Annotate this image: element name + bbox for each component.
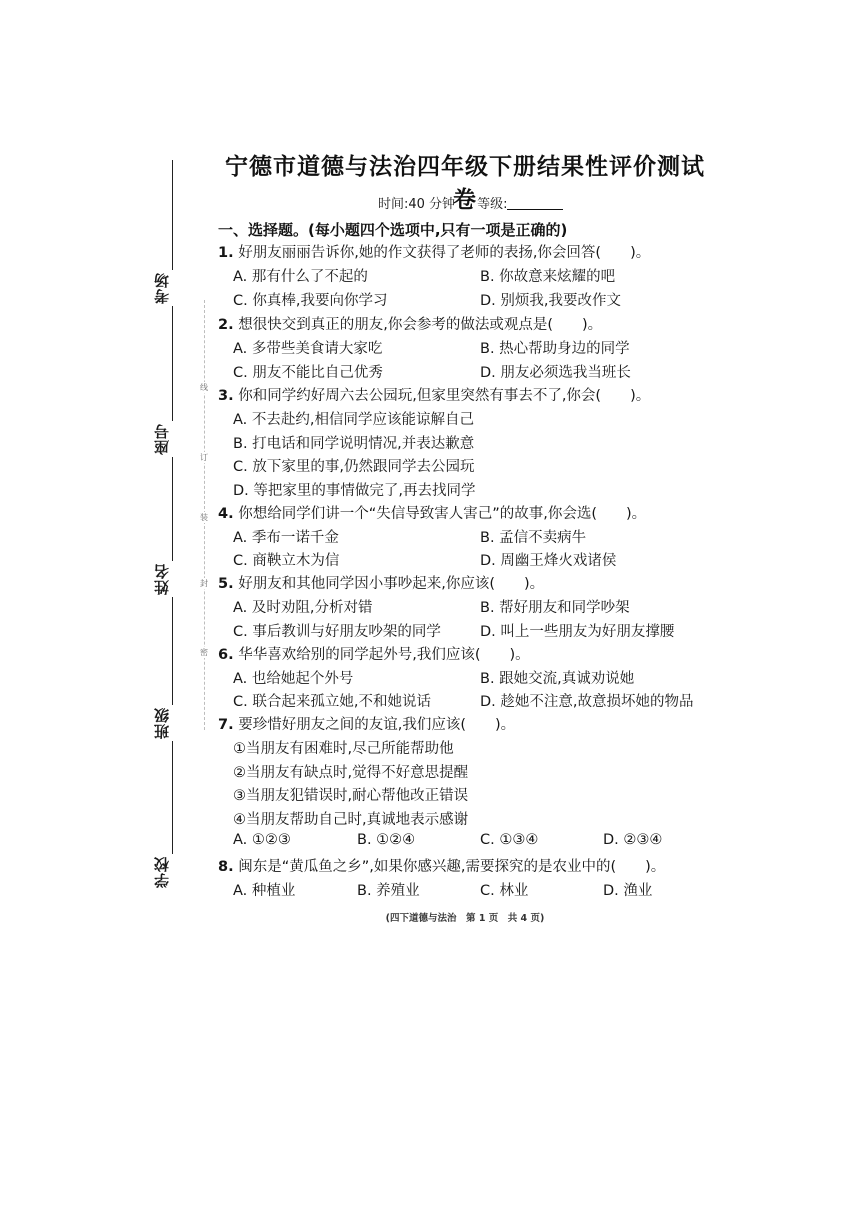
question-8	[218, 855, 665, 876]
question-number: 5.	[218, 576, 234, 592]
exam-title: 宁德市道德与法治四年级下册结果性评价测试卷	[225, 154, 705, 213]
question-text: 想很快交到真正的朋友,你会参考的做法或观点是( )。	[238, 317, 603, 333]
question-3	[218, 384, 650, 405]
option-6d[interactable]: D. 趁她不注意,故意损坏她的物品	[480, 694, 694, 710]
statement-3: ③当朋友犯错误时,耐心帮他改正错误	[233, 788, 469, 804]
question-2	[218, 313, 602, 334]
option-7b[interactable]: B. ①②④	[357, 832, 416, 848]
question-number: 4.	[218, 506, 234, 522]
option-1b[interactable]: B. 你故意来炫耀的吧	[480, 269, 616, 285]
cut-mark: 线	[200, 383, 208, 392]
question-6	[218, 643, 530, 664]
option-6b[interactable]: B. 跟她交流,真诚劝说她	[480, 671, 635, 687]
question-text: 要珍惜好朋友之间的友谊,我们应该( )。	[238, 717, 516, 733]
page-footer: (四下道德与法治 第 1 页 共 4 页)	[385, 913, 545, 924]
option-5c[interactable]: C. 事后教训与好朋友吵架的同学	[233, 624, 441, 640]
question-number: 1.	[218, 245, 234, 261]
option-2a[interactable]: A. 多带些美食请大家吃	[233, 341, 383, 357]
option-4a[interactable]: A. 季布一诺千金	[233, 530, 339, 546]
margin-line	[172, 306, 173, 421]
option-4d[interactable]: D. 周幽王烽火戏诸侯	[480, 553, 617, 569]
question-number: 8.	[218, 859, 234, 875]
option-4b[interactable]: B. 孟信不卖病牛	[480, 530, 587, 546]
question-number: 6.	[218, 647, 234, 663]
question-text: 好朋友丽丽告诉你,她的作文获得了老师的表扬,你会回答( )。	[238, 245, 651, 261]
margin-line	[172, 597, 173, 705]
cut-mark: 封	[200, 579, 208, 588]
statement-2: ②当朋友有缺点时,觉得不好意思提醒	[233, 765, 469, 781]
option-3a[interactable]: A. 不去赴约,相信同学应该能谅解自己	[233, 412, 474, 428]
grade-label: 等级:	[477, 197, 508, 212]
margin-line	[172, 457, 173, 561]
grade-blank[interactable]	[507, 197, 563, 210]
option-4c[interactable]: C. 商鞅立木为信	[233, 553, 340, 569]
field-class: 班级	[153, 707, 171, 739]
option-2d[interactable]: D. 朋友必须选我当班长	[480, 365, 631, 381]
exam-meta	[378, 193, 563, 212]
option-2c[interactable]: C. 朋友不能比自己优秀	[233, 365, 383, 381]
question-text: 华华喜欢给别的同学起外号,我们应该( )。	[238, 647, 530, 663]
statement-4: ④当朋友帮助自己时,真诚地表示感谢	[233, 812, 469, 828]
question-7	[218, 713, 515, 734]
option-1d[interactable]: D. 别烦我,我要改作文	[480, 293, 621, 309]
cut-mark: 装	[200, 513, 208, 522]
option-1c[interactable]: C. 你真棒,我要向你学习	[233, 293, 388, 309]
option-8a[interactable]: A. 种植业	[233, 883, 296, 899]
option-7a[interactable]: A. ①②③	[233, 832, 291, 848]
option-8c[interactable]: C. 林业	[480, 883, 529, 899]
option-3b[interactable]: B. 打电话和同学说明情况,并表达歉意	[233, 436, 475, 452]
question-1	[218, 241, 650, 262]
question-text: 你和同学约好周六去公园玩,但家里突然有事去不了,你会( )。	[238, 388, 651, 404]
field-exam-room: 考场	[153, 272, 171, 304]
option-6c[interactable]: C. 联合起来孤立她,不和她说话	[233, 694, 431, 710]
question-5	[218, 572, 544, 593]
statement-1: ①当朋友有困难时,尽己所能帮助他	[233, 741, 454, 757]
binding-margin	[0, 0, 200, 1217]
field-school: 学校	[153, 856, 171, 888]
option-8d[interactable]: D. 渔业	[603, 883, 653, 899]
option-3d[interactable]: D. 等把家里的事情做完了,再去找同学	[233, 483, 476, 499]
option-7c[interactable]: C. ①③④	[480, 832, 539, 848]
option-5d[interactable]: D. 叫上一些朋友为好朋友撑腰	[480, 624, 675, 640]
margin-line	[172, 741, 173, 854]
option-5b[interactable]: B. 帮好朋友和同学吵架	[480, 600, 630, 616]
option-1a[interactable]: A. 那有什么了不起的	[233, 269, 368, 285]
question-number: 7.	[218, 717, 234, 733]
time-label: 时间:40 分钟	[378, 197, 456, 212]
field-name: 姓名	[153, 563, 171, 595]
question-text: 好朋友和其他同学因小事吵起来,你应该( )。	[238, 576, 545, 592]
option-5a[interactable]: A. 及时劝阻,分析对错	[233, 600, 373, 616]
option-7d[interactable]: D. ②③④	[603, 832, 663, 848]
option-3c[interactable]: C. 放下家里的事,仍然跟同学去公园玩	[233, 459, 475, 475]
option-6a[interactable]: A. 也给她起个外号	[233, 671, 354, 687]
question-number: 2.	[218, 317, 234, 333]
question-text: 你想给同学们讲一个“失信导致害人害己”的故事,你会选( )。	[238, 506, 647, 522]
cut-mark: 密	[200, 648, 208, 657]
option-8b[interactable]: B. 养殖业	[357, 883, 420, 899]
question-text: 闽东是“黄瓜鱼之乡”,如果你感兴趣,需要探究的是农业中的( )。	[238, 859, 666, 875]
section-heading: 一、选择题。(每小题四个选项中,只有一项是正确的)	[218, 221, 568, 239]
option-2b[interactable]: B. 热心帮助身边的同学	[480, 341, 630, 357]
cut-mark: 订	[200, 453, 208, 462]
margin-line	[172, 160, 173, 270]
field-seat-number: 座号	[153, 423, 171, 455]
question-4	[218, 502, 646, 523]
question-number: 3.	[218, 388, 234, 404]
